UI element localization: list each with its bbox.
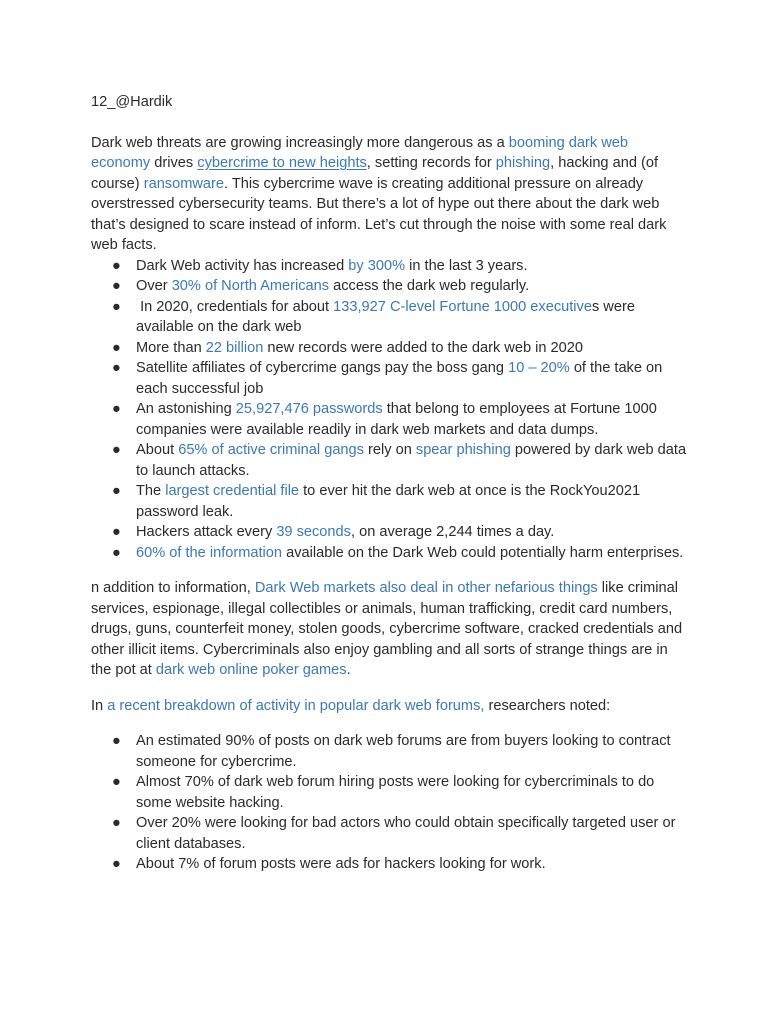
list-item bbox=[91, 731, 689, 772]
link-10-20-percent[interactable]: 10 – 20% bbox=[508, 360, 570, 376]
list-item-text: In 2020, credentials for about bbox=[136, 298, 334, 315]
bullet-icon: ● bbox=[112, 815, 121, 831]
list-item bbox=[91, 854, 689, 875]
forums-intro-paragraph bbox=[91, 696, 689, 717]
link-largest-credential-file[interactable]: largest credential file bbox=[165, 483, 300, 499]
paragraph-text: In bbox=[91, 697, 108, 714]
list-item-text: The bbox=[136, 483, 166, 499]
intro-text: , setting records for bbox=[366, 155, 496, 171]
list-item-text: Dark Web activity has increased bbox=[136, 257, 349, 274]
paragraph-text: n addition to information, bbox=[91, 580, 255, 596]
link-spear-phishing[interactable]: spear phishing bbox=[415, 442, 511, 458]
link-active-criminal-gangs[interactable]: 65% of active criminal gangs bbox=[178, 442, 364, 458]
list-item-text: rely on bbox=[363, 442, 416, 458]
list-item bbox=[91, 276, 689, 297]
link-passwords[interactable]: 25,927,476 passwords bbox=[235, 401, 383, 417]
list-item-text: to ever hit the dark web at once is the RockYou2021 password leak. bbox=[136, 483, 641, 520]
list-item-text: in the last 3 years. bbox=[405, 257, 528, 274]
list-item bbox=[91, 481, 689, 522]
bullet-icon: ● bbox=[112, 298, 121, 315]
list-item-text: Hackers attack every bbox=[136, 524, 277, 540]
list-item-text: About 7% of forum posts were ads for hackers looking for work. bbox=[136, 856, 546, 872]
list-item bbox=[91, 399, 689, 440]
link-recent-breakdown[interactable]: a recent breakdown of activity in popular dark web forums, bbox=[107, 697, 485, 714]
paragraph-text: . bbox=[346, 662, 351, 678]
link-30-percent-north-americans[interactable]: 30% of North Americans bbox=[171, 278, 330, 294]
bullet-icon: ● bbox=[112, 401, 121, 417]
link-ransomware[interactable]: ransomware bbox=[143, 175, 225, 192]
link-by-300-percent[interactable]: by 300% bbox=[348, 257, 406, 274]
list-item-text: Satellite affiliates of cybercrime gangs pay the boss gang bbox=[136, 360, 509, 376]
list-item bbox=[91, 522, 689, 543]
list-item bbox=[91, 772, 689, 813]
list-item-text: powered by dark web data to launch attacks. bbox=[136, 442, 687, 479]
link-dark-web-poker-games[interactable]: dark web online poker games bbox=[155, 662, 347, 678]
paragraph-text: like criminal services, espionage, illegal collectibles or animals, human trafficking, credit card numbers, drugs, guns, counterfeit money, stolen goods, cybercrime software, cracked credentials and other illicit items. Cybercriminals also enjoy gambling and all sorts of strange things are in the pot at bbox=[91, 580, 683, 678]
bullet-icon: ● bbox=[112, 774, 121, 790]
document-header: 12_@Hardik bbox=[91, 94, 173, 110]
list-item-text: Almost 70% of dark web forum hiring posts were looking for cybercriminals to do some website hacking. bbox=[136, 774, 655, 811]
list-item-text: About bbox=[136, 442, 179, 458]
list-item bbox=[91, 256, 689, 277]
bullet-icon: ● bbox=[112, 483, 121, 499]
list-item bbox=[91, 297, 689, 338]
list-item-text: Over 20% were looking for bad actors who could obtain specifically targeted user or client databases. bbox=[136, 815, 676, 852]
bullet-icon: ● bbox=[112, 733, 121, 749]
bullet-icon: ● bbox=[112, 856, 121, 872]
link-phishing[interactable]: phishing bbox=[495, 155, 551, 171]
bullet-icon: ● bbox=[112, 360, 121, 376]
list-item-text: , on average 2,244 times a day. bbox=[350, 524, 555, 540]
intro-text: Dark web threats are growing increasingly more dangerous as a bbox=[91, 134, 509, 151]
spacer bbox=[91, 681, 689, 696]
link-booming-dark-web-economy[interactable]: booming dark web economy bbox=[91, 134, 629, 171]
list-item-text: access the dark web regularly. bbox=[329, 278, 530, 294]
bullet-icon: ● bbox=[112, 524, 121, 540]
bullet-icon: ● bbox=[112, 339, 121, 356]
list-item-text: s were available on the dark web bbox=[136, 298, 635, 335]
intro-text: , hacking and (of course) bbox=[91, 155, 659, 192]
list-item-text: new records were added to the dark web in 2020 bbox=[263, 339, 584, 356]
markets-paragraph bbox=[91, 578, 689, 681]
intro-text: drives bbox=[150, 155, 198, 171]
list-item-text: of the take on each successful job bbox=[136, 360, 663, 397]
list-item-text: An astonishing bbox=[136, 401, 236, 417]
list-item bbox=[91, 813, 689, 854]
list-item-text: that belong to employees at Fortune 1000 companies were available readily in dark web markets and data dumps. bbox=[136, 401, 657, 438]
list-item-text: available on the Dark Web could potentially harm enterprises. bbox=[282, 544, 684, 561]
forum-facts-list bbox=[91, 731, 689, 875]
dark-web-facts-list bbox=[91, 256, 689, 564]
list-item bbox=[91, 440, 689, 481]
document-page bbox=[91, 92, 689, 875]
list-item bbox=[91, 358, 689, 399]
link-dark-web-markets[interactable]: Dark Web markets also deal in other nefarious things bbox=[254, 580, 598, 596]
paragraph-text: researchers noted: bbox=[484, 697, 611, 714]
list-item bbox=[91, 338, 689, 359]
link-39-seconds[interactable]: 39 seconds bbox=[276, 524, 351, 540]
link-c-level-executives[interactable]: 133,927 C-level Fortune 1000 executive bbox=[333, 298, 592, 315]
bullet-icon: ● bbox=[112, 442, 121, 458]
intro-paragraph bbox=[91, 133, 689, 256]
list-item bbox=[91, 543, 689, 564]
bullet-icon: ● bbox=[112, 278, 121, 294]
link-22-billion[interactable]: 22 billion bbox=[205, 339, 264, 356]
bullet-icon: ● bbox=[112, 257, 121, 274]
intro-text: . This cybercrime wave is creating additional pressure on already overstressed cybersecurity teams. But there’s a lot of hype out there about the dark web that’s designed to scare instead of inform. Let’s cut through the noise with some real dark web facts. bbox=[91, 175, 667, 253]
spacer bbox=[91, 716, 689, 731]
list-item-text: More than bbox=[136, 339, 206, 356]
link-cybercrime-to-new-heights[interactable]: cybercrime to new heights bbox=[197, 155, 367, 171]
link-60-percent-information[interactable]: 60% of the information bbox=[136, 544, 283, 561]
list-item-text: An estimated 90% of posts on dark web forums are from buyers looking to contract someone for cybercrime. bbox=[136, 733, 671, 770]
bullet-icon: ● bbox=[112, 544, 121, 561]
spacer bbox=[91, 563, 689, 578]
list-item-text: Over bbox=[136, 278, 172, 294]
